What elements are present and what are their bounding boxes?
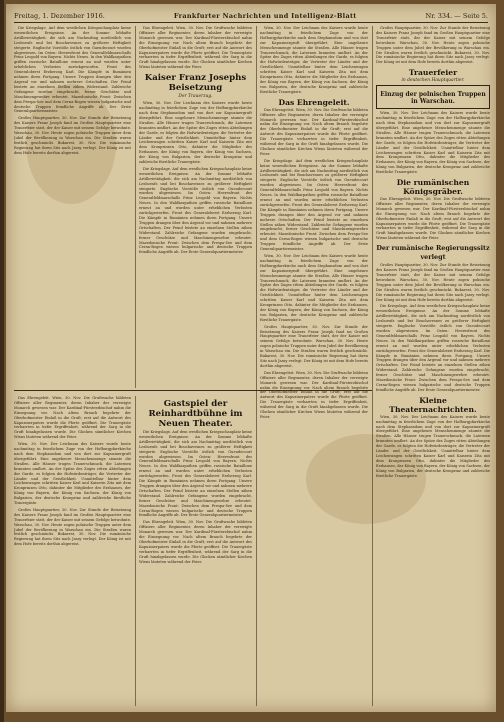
article-text: Das Ehrengeleit. Wien, 30. Nov. Die Gruftwache bildeten Offiziere aller Regimenter, deren Inhaber der verewigte Monarch gewesen war. Der Kardinal-Fürsterzbischof nahm die Einsegnung vor. Nach altem Brauch begehrte der Oberhofmeister Einlaß in die Gruft; erst auf die Antwort des Kapuzinerpaters wurde die Pforte geöffnet. Die Trauergäste verharrten in tiefer Ergriffenheit, während der Sarg in die Gruft hinabgelassen wurde. Die Glocken sämtlicher Kirchen Wiens läuteten während der Feier. (139, 26, 252, 70)
kaiser-subheadline: Der Trauerzug. (178, 94, 213, 100)
column-rule (372, 26, 373, 706)
article-text: Die Kriegslage. Auf dem westlichen Kriegsschauplatz keine wesentlichen Ereignisse. An der Somme lebhafte Artillerietätigkeit, die sich am Nachmittag nordöstlich von Lesboeufs und bei Bouchavesnes zu größerer Heftigkeit steigerte. Englische Vorstöße östlich von Gueudecourt wurden abgewiesen. Im Osten: Heeresfront des Generalfeldmarschalls Prinz Leopold von Bayern. Nichts Neues. In den Waldkarpathen griffen russische Bataillone erneut an und wurden unter erheblichen Verlusten zurückgeworfen. Front des Generaloberst Erzherzog Karl. Die Kämpfe in Rumänien nehmen ihren Fortgang. Unsere Truppen drangen über den Argesul vor und nahmen mehrere Ortschaften. Der Feind leistete an einzelnen Stellen zähen Widerstand. Zahlreiche Gefangene wurden eingebracht, ferner Geschütze und Maschinengewehre erbeutet. Mazedonische Front: Zwischen dem Prespa-See und dem Cerna-Bogen wiesen bulgarische und deutsche Truppen feindliche Angriffe ab. Der Erste Generalquartiermeister. (139, 430, 252, 518)
column-rule (256, 26, 257, 706)
article-text: Das Ehrengeleit. Wien, 30. Nov. Die Gruftwache bildeten Offiziere aller Regimenter, deren Inhaber der verewigte Monarch gewesen war. Der Kardinal-Fürsterzbischof nahm die Einsegnung vor. Nach altem Brauch begehrte der Oberhofmeister Einlaß in die Gruft; erst auf die Antwort des Kapuzinerpaters wurde die Pforte geöffnet. Die Trauergäste verharrten in tiefer Ergriffenheit, während der Sarg in die Gruft hinabgelassen wurde. Die Glocken sämtlicher Kirchen Wiens läuteten während der Feier. (376, 197, 490, 241)
article-text: Das Ehrengeleit. Wien, 30. Nov. Die Gruftwache bildeten Offiziere aller Regimenter, deren Inhaber der verewigte Monarch gewesen war. Der Kardinal-Fürsterzbischof nahm die Einsegnung vor. Nach altem Brauch begehrte der Oberhofmeister Einlaß in die Gruft; erst auf die Antwort des Kapuzinerpaters wurde die Pforte geöffnet. Die Trauergäste verharrten in tiefer Ergriffenheit, während der Sarg in die Gruft hinabgelassen wurde. Die Glocken sämtlicher Kirchen Wiens läuteten während der Feier. (260, 107, 368, 156)
article-text: Wien, 30. Nov. Der Leichnam des Kaisers wurde heute nachmittag in feierlichem Zuge von der Hofburgpfarrkirche nach dem Stephansdom und von dort zur Kapuzinergruft übergeführt. Eine ungeheure Menschenmenge säumte die Straßen. Alle Häuser trugen Trauerschmuck, die Laternen brannten umflort. An der Spitze des Zuges ritten Abteilungen der Garde, es folgten die Hofwürdenträger, die Vertreter der Länder und der Geistlichkeit. Unmittelbar hinter dem Leichenwagen schritten Kaiser Karl und Kaiserin Zita mit dem Kronprinzen Otto, dahinter die Mitglieder des Erzhauses, der König von Bayern, der König von Sachsen, der König von Bulgarien, der deutsche Kronprinz und zahlreiche fürstliche Trauergäste. (139, 101, 252, 165)
column-2-bottom (139, 396, 252, 706)
trauerfeier-heading: Trauerfeier (408, 68, 458, 78)
koenigsgraeber-heading: Die rumänischen Königsgräber. (396, 178, 470, 197)
article-text: Das Ehrengeleit. Wien, 30. Nov. Die Gruftwache bildeten Offiziere aller Regimenter, deren Inhaber der verewigte Monarch gewesen war. Der Kardinal-Fürsterzbischof nahm die Einsegnung vor. Nach altem Brauch begehrte der Oberhofmeister Einlaß in die Gruft; erst auf die Antwort des Kapuzinerpaters wurde die Pforte geöffnet. Die Trauergäste verharrten in tiefer Ergriffenheit, während der Sarg in die Gruft hinabgelassen wurde. Die Glocken sämtlicher Kirchen Wiens läuteten während der Feier. (260, 370, 368, 419)
kaiser-headline: Kaiser Franz Josephs Beisetzung (144, 73, 247, 94)
article-text: Wien, 30. Nov. Der Leichnam des Kaisers wurde heute nachmittag in feierlichem Zuge von der Hofburgpfarrkirche nach dem Stephansdom und von dort zur Kapuzinergruft übergeführt. Eine ungeheure Menschenmenge säumte die Straßen. Alle Häuser trugen Trauerschmuck, die Laternen brannten umflort. An der Spitze des Zuges ritten Abteilungen der Garde, es folgten die Hofwürdenträger, die Vertreter der Länder und der Geistlichkeit. Unmittelbar hinter dem Leichenwagen schritten Kaiser Karl und Kaiserin Zita mit dem Kronprinzen Otto, dahinter die Mitglieder des Erzhauses, der König von Bayern, der König von Sachsen, der König von Bulgarien, der deutsche Kronprinz und zahlreiche fürstliche Trauergäste. (376, 414, 490, 478)
article-text: Die Kriegslage. Auf dem westlichen Kriegsschauplatz keine wesentlichen Ereignisse. An der Somme lebhafte Artillerietätigkeit, die sich am Nachmittag nordöstlich von Lesboeufs und bei Bouchavesnes zu größerer Heftigkeit steigerte. Englische Vorstöße östlich von Gueudecourt wurden abgewiesen. Im Osten: Heeresfront des Generalfeldmarschalls Prinz Leopold von Bayern. Nichts Neues. In den Waldkarpathen griffen russische Bataillone erneut an und wurden unter erheblichen Verlusten zurückgeworfen. Front des Generaloberst Erzherzog Karl. Die Kämpfe in Rumänien nehmen ihren Fortgang. Unsere Truppen drangen über den Argesul vor und nahmen mehrere Ortschaften. Der Feind leistete an einzelnen Stellen zähen Widerstand. Zahlreiche Gefangene wurden eingebracht, ferner Geschütze und Maschinengewehre erbeutet. Mazedonische Front: Zwischen dem Prespa-See und dem Cerna-Bogen wiesen bulgarische und deutsche Truppen feindliche Angriffe ab. Der Erste Generalquartiermeister. (260, 158, 368, 252)
article-text: Wien, 30. Nov. Der Leichnam des Kaisers wurde heute nachmittag in feierlichem Zuge von der Hofburgpfarrkirche nach dem Stephansdom und von dort zur Kapuzinergruft übergeführt. Eine ungeheure Menschenmenge säumte die Straßen. Alle Häuser trugen Trauerschmuck, die Laternen brannten umflort. An der Spitze des Zuges ritten Abteilungen der Garde, es folgten die Hofwürdenträger, die Vertreter der Länder und der Geistlichkeit. Unmittelbar hinter dem Leichenwagen schritten Kaiser Karl und Kaiserin Zita mit dem Kronprinzen Otto, dahinter die Mitglieder des Erzhauses, der König von Bayern, der König von Sachsen, der König von Bulgarien, der deutsche Kronprinz und zahlreiche fürstliche Trauergäste. (14, 442, 131, 506)
column-1-top (14, 26, 131, 384)
book-binding (0, 0, 4, 722)
article-text: Großes Hauptquartier, 30. Nov. Zur Stunde der Beisetzung des Kaisers Franz Joseph fand im Großen Hauptquartier eine Trauerfeier statt, der der Kaiser mit seinem Gefolge beiwohnte. Warschau, 30. Nov. Heute zogen polnische Truppen unter dem Jubel der Bevölkerung in Warschau ein. Die Straßen waren festlich geschmückt. Bukarest, 30. Nov. Die rumänische Regierung hat ihren Sitz nach Jassy verlegt. Der König ist mit dem Hofe bereits dorthin abgereist. (376, 263, 490, 302)
gastspiel-headline: Gastspiel der Reinhardtbühne im Neuen Theater. (148, 399, 243, 429)
theater-heading: Kleine Theaternachrichten. (389, 395, 477, 414)
ehrengeleit-heading: Das Ehrengeleit. (278, 97, 350, 107)
masthead-page-number: Nr. 334. — Seite 5. (425, 12, 488, 20)
column-1-bottom (14, 396, 131, 706)
article-text: Das Ehrengeleit. Wien, 30. Nov. Die Gruftwache bildeten Offiziere aller Regimenter, deren Inhaber der verewigte Monarch gewesen war. Der Kardinal-Fürsterzbischof nahm die Einsegnung vor. Nach altem Brauch begehrte der Oberhofmeister Einlaß in die Gruft; erst auf die Antwort des Kapuzinerpaters wurde die Pforte geöffnet. Die Trauergäste verharrten in tiefer Ergriffenheit, während der Sarg in die Gruft hinabgelassen wurde. Die Glocken sämtlicher Kirchen Wiens läuteten während der Feier. (139, 520, 252, 564)
article-text: Die Kriegslage. Auf dem westlichen Kriegsschauplatz keine wesentlichen Ereignisse. An der Somme lebhafte Artillerietätigkeit, die sich am Nachmittag nordöstlich von Lesboeufs und bei Bouchavesnes zu größerer Heftigkeit steigerte. Englische Vorstöße östlich von Gueudecourt wurden abgewiesen. Im Osten: Heeresfront des Generalfeldmarschalls Prinz Leopold von Bayern. Nichts Neues. In den Waldkarpathen griffen russische Bataillone erneut an und wurden unter erheblichen Verlusten zurückgeworfen. Front des Generaloberst Erzherzog Karl. Die Kämpfe in Rumänien nehmen ihren Fortgang. Unsere Truppen drangen über den Argesul vor und nahmen mehrere Ortschaften. Der Feind leistete an einzelnen Stellen zähen Widerstand. Zahlreiche Gefangene wurden eingebracht, ferner Geschütze und Maschinengewehre erbeutet. Mazedonische Front: Zwischen dem Prespa-See und dem Cerna-Bogen wiesen bulgarische und deutsche Truppen feindliche Angriffe ab. Der Erste Generalquartiermeister. (139, 166, 252, 255)
article-text: Wien, 30. Nov. Der Leichnam des Kaisers wurde heute nachmittag in feierlichem Zuge von der Hofburgpfarrkirche nach dem Stephansdom und von dort zur Kapuzinergruft übergeführt. Eine ungeheure Menschenmenge säumte die Straßen. Alle Häuser trugen Trauerschmuck, die Laternen brannten umflort. An der Spitze des Zuges ritten Abteilungen der Garde, es folgten die Hofwürdenträger, die Vertreter der Länder und der Geistlichkeit. Unmittelbar hinter dem Leichenwagen schritten Kaiser Karl und Kaiserin Zita mit dem Kronprinzen Otto, dahinter die Mitglieder des Erzhauses, der König von Bayern, der König von Sachsen, der König von Bulgarien, der deutsche Kronprinz und zahlreiche fürstliche Trauergäste. (260, 26, 368, 94)
masthead (14, 10, 488, 23)
article-text: Die Kriegslage. Auf dem westlichen Kriegsschauplatz keine wesentlichen Ereignisse. An der Somme lebhafte Artillerietätigkeit, die sich am Nachmittag nordöstlich von Lesboeufs und bei Bouchavesnes zu größerer Heftigkeit steigerte. Englische Vorstöße östlich von Gueudecourt wurden abgewiesen. Im Osten: Heeresfront des Generalfeldmarschalls Prinz Leopold von Bayern. Nichts Neues. In den Waldkarpathen griffen russische Bataillone erneut an und wurden unter erheblichen Verlusten zurückgeworfen. Front des Generaloberst Erzherzog Karl. Die Kämpfe in Rumänien nehmen ihren Fortgang. Unsere Truppen drangen über den Argesul vor und nahmen mehrere Ortschaften. Der Feind leistete an einzelnen Stellen zähen Widerstand. Zahlreiche Gefangene wurden eingebracht, ferner Geschütze und Maschinengewehre erbeutet. Mazedonische Front: Zwischen dem Prespa-See und dem Cerna-Bogen wiesen bulgarische und deutsche Truppen feindliche Angriffe ab. Der Erste Generalquartiermeister. (376, 304, 490, 392)
article-text: Großes Hauptquartier, 30. Nov. Zur Stunde der Beisetzung des Kaisers Franz Joseph fand im Großen Hauptquartier eine Trauerfeier statt, der der Kaiser mit seinem Gefolge beiwohnte. Warschau, 30. Nov. Heute zogen polnische Truppen unter dem Jubel der Bevölkerung in Warschau ein. Die Straßen waren festlich geschmückt. Bukarest, 30. Nov. Die rumänische Regierung hat ihren Sitz nach Jassy verlegt. Der König ist mit dem Hofe bereits dorthin abgereist. (14, 116, 131, 155)
article-text: Wien, 30. Nov. Der Leichnam des Kaisers wurde heute nachmittag in feierlichem Zuge von der Hofburgpfarrkirche nach dem Stephansdom und von dort zur Kapuzinergruft übergeführt. Eine ungeheure Menschenmenge säumte die Straßen. Alle Häuser trugen Trauerschmuck, die Laternen brannten umflort. An der Spitze des Zuges ritten Abteilungen der Garde, es folgten die Hofwürdenträger, die Vertreter der Länder und der Geistlichkeit. Unmittelbar hinter dem Leichenwagen schritten Kaiser Karl und Kaiserin Zita mit dem Kronprinzen Otto, dahinter die Mitglieder des Erzhauses, der König von Bayern, der König von Sachsen, der König von Bulgarien, der deutsche Kronprinz und zahlreiche fürstliche Trauergäste. (260, 253, 368, 322)
article-text: Großes Hauptquartier, 30. Nov. Zur Stunde der Beisetzung des Kaisers Franz Joseph fand im Großen Hauptquartier eine Trauerfeier statt, der der Kaiser mit seinem Gefolge beiwohnte. Warschau, 30. Nov. Heute zogen polnische Truppen unter dem Jubel der Bevölkerung in Warschau ein. Die Straßen waren festlich geschmückt. Bukarest, 30. Nov. Die rumänische Regierung hat ihren Sitz nach Jassy verlegt. Der König ist mit dem Hofe bereits dorthin abgereist. (260, 324, 368, 368)
truppen-box (376, 85, 490, 109)
article-text: Großes Hauptquartier, 30. Nov. Zur Stunde der Beisetzung des Kaisers Franz Joseph fand im Großen Hauptquartier eine Trauerfeier statt, der der Kaiser mit seinem Gefolge beiwohnte. Warschau, 30. Nov. Heute zogen polnische Truppen unter dem Jubel der Bevölkerung in Warschau ein. Die Straßen waren festlich geschmückt. Bukarest, 30. Nov. Die rumänische Regierung hat ihren Sitz nach Jassy verlegt. Der König ist mit dem Hofe bereits dorthin abgereist. (14, 507, 131, 547)
article-text: Großes Hauptquartier, 30. Nov. Zur Stunde der Beisetzung des Kaisers Franz Joseph fand im Großen Hauptquartier eine Trauerfeier statt, der der Kaiser mit seinem Gefolge beiwohnte. Warschau, 30. Nov. Heute zogen polnische Truppen unter dem Jubel der Bevölkerung in Warschau ein. Die Straßen waren festlich geschmückt. Bukarest, 30. Nov. Die rumänische Regierung hat ihren Sitz nach Jassy verlegt. Der König ist mit dem Hofe bereits dorthin abgereist. (376, 26, 490, 65)
column-3 (260, 26, 368, 706)
newspaper-page (6, 4, 496, 712)
article-text: Das Ehrengeleit. Wien, 30. Nov. Die Gruftwache bildeten Offiziere aller Regimenter, deren Inhaber der verewigte Monarch gewesen war. Der Kardinal-Fürsterzbischof nahm die Einsegnung vor. Nach altem Brauch begehrte der Oberhofmeister Einlaß in die Gruft; erst auf die Antwort des Kapuzinerpaters wurde die Pforte geöffnet. Die Trauergäste verharrten in tiefer Ergriffenheit, während der Sarg in die Gruft hinabgelassen wurde. Die Glocken sämtlicher Kirchen Wiens läuteten während der Feier. (14, 396, 131, 440)
column-2-top (139, 26, 252, 384)
column-rule (135, 396, 136, 706)
truppen-heading: Einzug der polnischen Truppen in Warschau. (380, 91, 486, 106)
article-text: Wien, 30. Nov. Der Leichnam des Kaisers wurde heute nachmittag in feierlichem Zuge von der Hofburgpfarrkirche nach dem Stephansdom und von dort zur Kapuzinergruft übergeführt. Eine ungeheure Menschenmenge säumte die Straßen. Alle Häuser trugen Trauerschmuck, die Laternen brannten umflort. An der Spitze des Zuges ritten Abteilungen der Garde, es folgten die Hofwürdenträger, die Vertreter der Länder und der Geistlichkeit. Unmittelbar hinter dem Leichenwagen schritten Kaiser Karl und Kaiserin Zita mit dem Kronprinzen Otto, dahinter die Mitglieder des Erzhauses, der König von Bayern, der König von Sachsen, der König von Bulgarien, der deutsche Kronprinz und zahlreiche fürstliche Trauergäste. (376, 111, 490, 175)
article-text: Die Kriegslage. Auf dem westlichen Kriegsschauplatz keine wesentlichen Ereignisse. An der Somme lebhafte Artillerietätigkeit, die sich am Nachmittag nordöstlich von Lesboeufs und bei Bouchavesnes zu größerer Heftigkeit steigerte. Englische Vorstöße östlich von Gueudecourt wurden abgewiesen. Im Osten: Heeresfront des Generalfeldmarschalls Prinz Leopold von Bayern. Nichts Neues. In den Waldkarpathen griffen russische Bataillone erneut an und wurden unter erheblichen Verlusten zurückgeworfen. Front des Generaloberst Erzherzog Karl. Die Kämpfe in Rumänien nehmen ihren Fortgang. Unsere Truppen drangen über den Argesul vor und nahmen mehrere Ortschaften. Der Feind leistete an einzelnen Stellen zähen Widerstand. Zahlreiche Gefangene wurden eingebracht, ferner Geschütze und Maschinengewehre erbeutet. Mazedonische Front: Zwischen dem Prespa-See und dem Cerna-Bogen wiesen bulgarische und deutsche Truppen feindliche Angriffe ab. Der Erste Generalquartiermeister. (14, 26, 131, 114)
masthead-title: Frankfurter Nachrichten und Intelligenz-Blatt (173, 12, 357, 20)
masthead-date: Freitag, 1. Dezember 1916. (14, 12, 105, 20)
column-rule (135, 26, 136, 388)
regierungssitz-heading: Der rumänische Regierungssitz verlegt (376, 244, 490, 262)
column-4 (376, 26, 490, 706)
trauerfeier-subheading: in deutschen Hauptquartier. (401, 78, 465, 84)
